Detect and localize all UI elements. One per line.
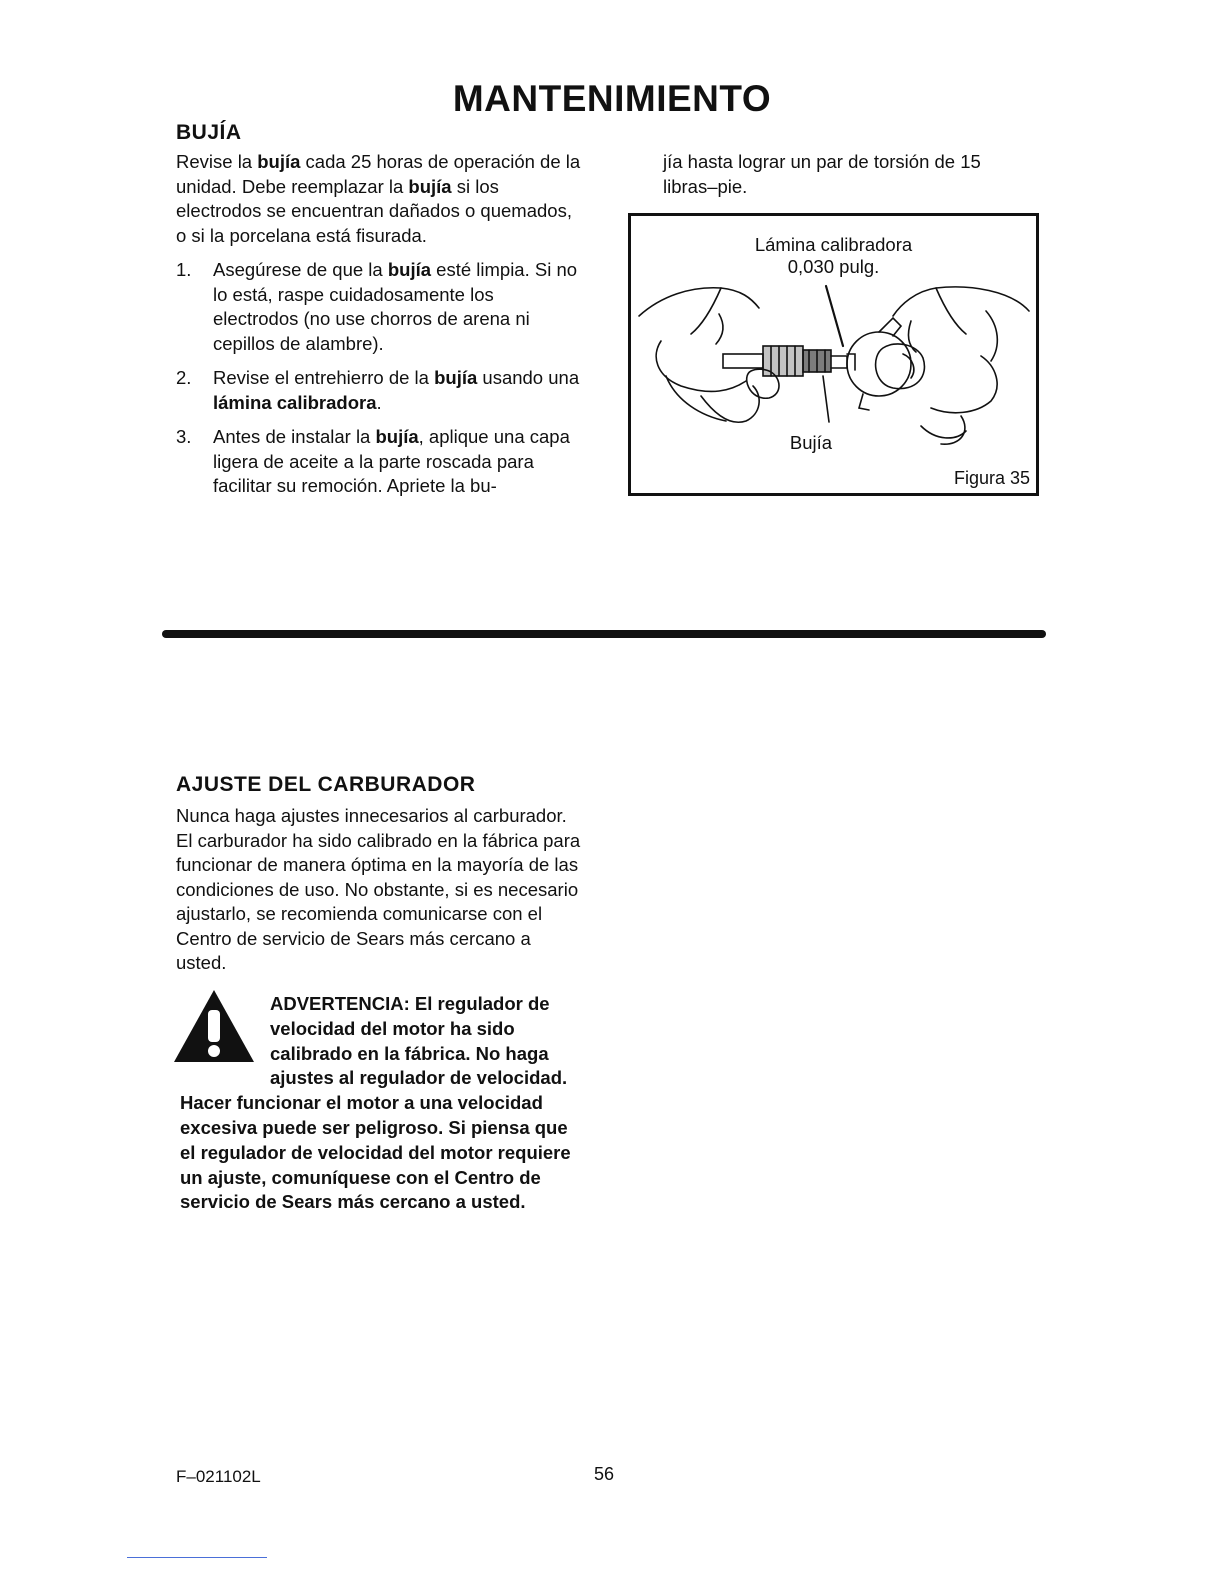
text-run: cada 25 horas de operación de la unidad. Debe reemplazar la — [176, 151, 581, 197]
bold-term: bujía — [408, 175, 452, 197]
carburador-paragraph: Nunca haga ajustes innecesarios al carburador. El carburador ha sido calibrado en la fábrica para funcionar de manera óptima en la mayoría de las condiciones de uso. No obstante, si es necesario ajustarlo, se recomienda comunicarse con el Centro de servicio de Sears más cercano a usted. — [176, 805, 581, 973]
carburador-body — [176, 804, 584, 976]
bujia-heading: BUJÍA — [176, 121, 242, 144]
warning-block — [180, 992, 586, 1215]
text-run: Asegúrese de que la — [213, 259, 388, 280]
text-run: , aplique una capa ligera de aceite a la parte roscada para facilitar su remoción. Apriete la bu- — [213, 426, 570, 496]
bold-term: lámina calibradora — [213, 391, 377, 413]
bujia-left-column — [176, 150, 584, 509]
figure-35 — [628, 213, 1039, 496]
scan-edge-line — [127, 1557, 267, 1558]
text-run: Revise la — [176, 151, 258, 172]
text-run: Revise el entrehierro de la — [213, 367, 435, 388]
text-run: Antes de instalar la — [213, 426, 376, 447]
step-item — [176, 425, 584, 499]
figure-label-feeler-gauge: Lámina calibradora 0,030 pulg. — [754, 234, 913, 277]
document-code: F–021102L — [176, 1467, 261, 1486]
carburador-heading: AJUSTE DEL CARBURADOR — [176, 773, 476, 796]
step-number: 3. — [176, 426, 192, 447]
page-title: MANTENIMIENTO — [452, 78, 772, 119]
text-run: si los electrodos se encuentran dañados o quemados, o si la porcelana está fisurada. — [176, 175, 572, 246]
section-divider — [162, 630, 1046, 638]
text-run: . — [376, 391, 382, 413]
step-item — [176, 258, 584, 356]
bujia-steps — [176, 258, 584, 499]
figure-label-spark-plug: Bujía — [789, 432, 833, 453]
bujia-intro — [176, 150, 584, 248]
text-run: esté limpia. Si no lo está, raspe cuidadosamente los electrodos (no use chorros de arena ni cepillos de alambre). — [213, 259, 578, 354]
figure-caption: Figura 35 — [953, 468, 1030, 488]
step-number: 2. — [176, 367, 192, 388]
step-number: 1. — [176, 259, 192, 280]
bold-term: bujía — [257, 151, 301, 172]
page-number: 56 — [594, 1464, 615, 1484]
bold-term: bujía — [375, 426, 419, 447]
text-run: usando una — [477, 367, 580, 388]
bold-term: bujía — [434, 367, 478, 388]
bujia-step3-continuation: jía hasta lograr un par de torsión de 15 libras–pie. — [663, 151, 981, 197]
warning-text: ADVERTENCIA: El regulador de velocidad del motor ha sido calibrado en la fábrica. No haga ajustes al regulador de velocidad. Hacer funcionar el motor a una velocidad excesiva puede ser peligroso. Si piensa que el regulador de velocidad del motor requiere un ajuste, comuníquese con el Centro de servicio de Sears más cercano a usted. — [180, 993, 571, 1213]
bold-term: bujía — [387, 259, 432, 280]
step-item — [176, 366, 584, 415]
